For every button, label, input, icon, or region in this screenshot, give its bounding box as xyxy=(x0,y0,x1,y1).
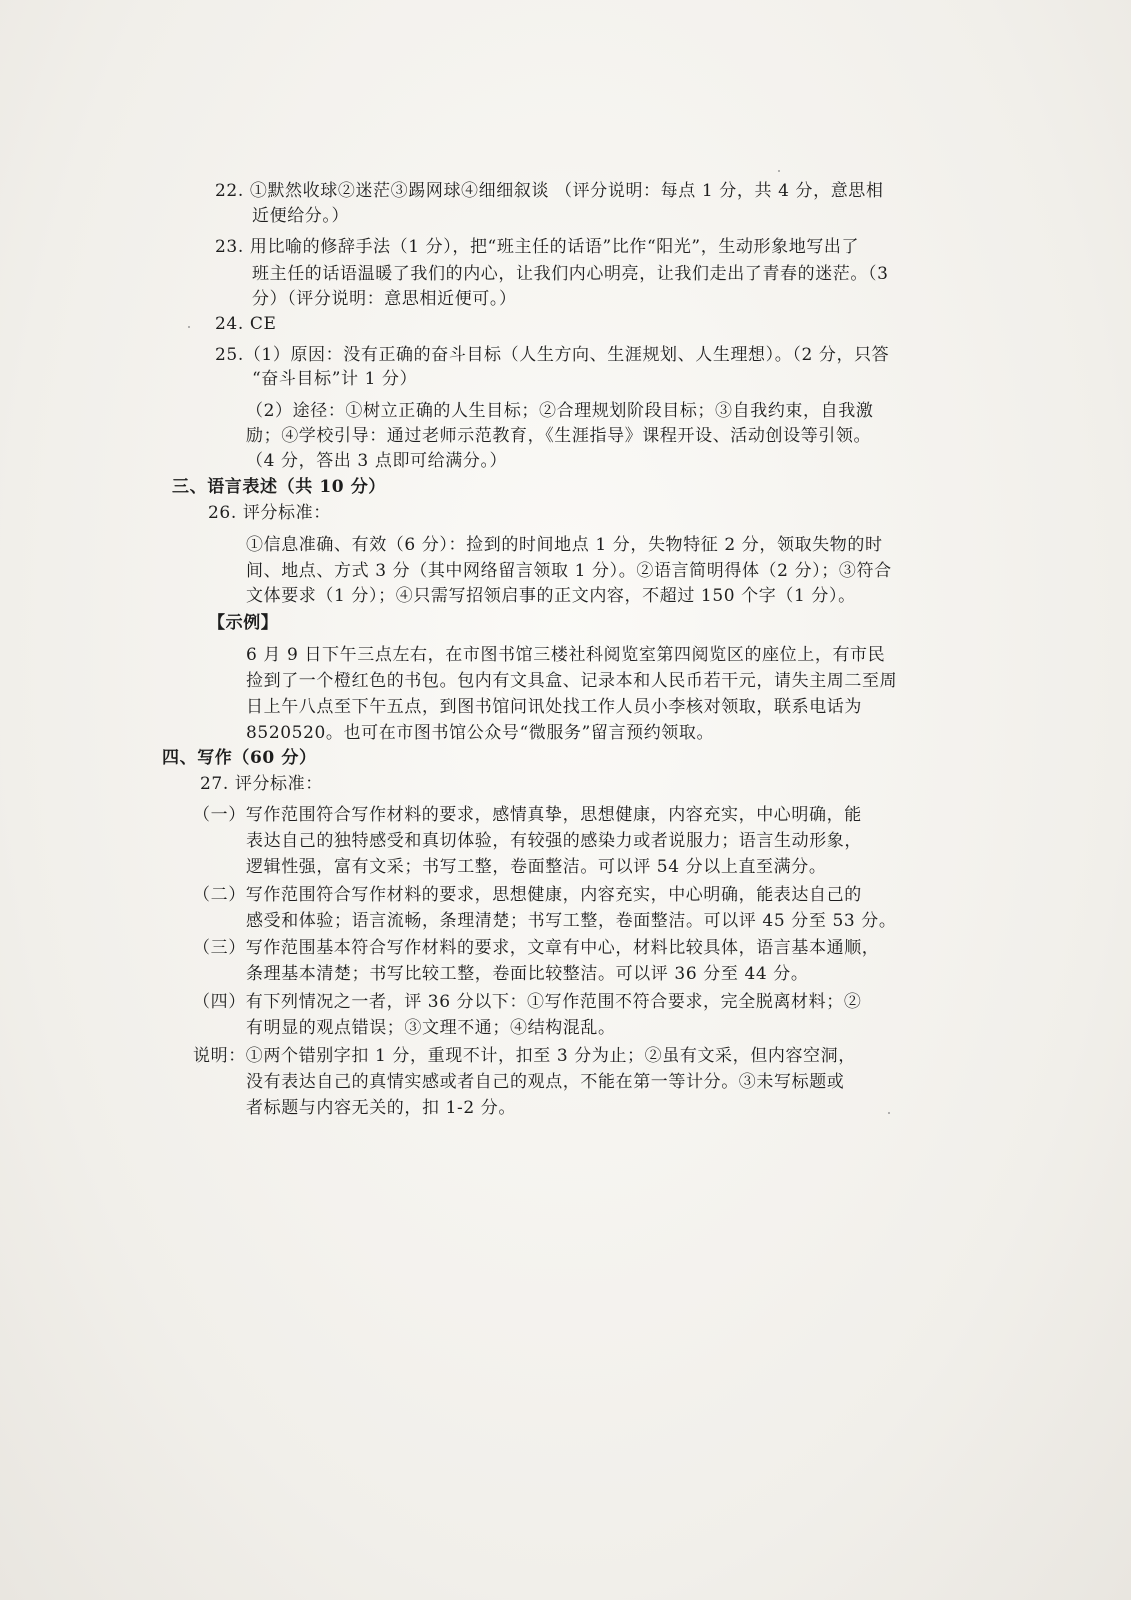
scan-speck xyxy=(888,1112,890,1114)
grade-2: （二）写作范围符合写作材料的要求，思想健康，内容充实，中心明确，能表达自己的 xyxy=(193,885,862,905)
answer-22-cont: 近便给分。） xyxy=(252,206,350,226)
answer-25-2-cont: 励；④学校引导：通过老师示范教育，《生涯指导》课程开设、活动创设等引领。 xyxy=(246,426,872,446)
notes: 说明：①两个错别字扣 1 分，重现不计，扣至 3 分为止；②虽有文采，但内容空洞， xyxy=(193,1046,856,1066)
answer-26: 26. 评分标准： xyxy=(208,503,331,523)
answer-26-criteria: 间、地点、方式 3 分（其中网络留言领取 1 分）。②语言简明得体（2 分）；③符合 xyxy=(246,561,892,581)
answer-25-1-cont: “奋斗目标”计 1 分） xyxy=(252,369,418,389)
grade-1-cont: 表达自己的独特感受和真切体验，有较强的感染力或者说服力；语言生动形象， xyxy=(246,831,862,851)
section-heading-language: 三、语言表述（共 10 分） xyxy=(172,477,386,497)
scan-speck xyxy=(778,170,780,172)
example-text: 8520520。也可在市图书馆公众号“微服务”留言预约领取。 xyxy=(246,723,715,743)
answer-25-2-cont: （4 分，答出 3 点即可给满分。） xyxy=(246,451,508,471)
scan-speck xyxy=(188,326,190,328)
grade-4: （四）有下列情况之一者，评 36 分以下：①写作范围不符合要求，完全脱离材料；② xyxy=(193,992,862,1012)
notes-cont: 没有表达自己的真情实感或者自己的观点，不能在第一等计分。③未写标题或 xyxy=(246,1072,845,1092)
answer-25-1: 25.（1）原因：没有正确的奋斗目标（人生方向、生涯规划、人生理想）。（2 分，只答 xyxy=(215,345,890,365)
section-heading-writing: 四、写作（60 分） xyxy=(162,748,317,768)
grade-1-cont: 逻辑性强，富有文采；书写工整，卷面整洁。可以评 54 分以上直至满分。 xyxy=(246,857,827,877)
answer-27: 27. 评分标准： xyxy=(200,774,323,794)
grade-4-cont: 有明显的观点错误；③文理不通；④结构混乱。 xyxy=(246,1018,616,1038)
notes-cont: 者标题与内容无关的，扣 1-2 分。 xyxy=(246,1098,516,1118)
example-text: 日上午八点至下午五点，到图书馆问讯处找工作人员小李核对领取，联系电话为 xyxy=(246,697,862,717)
answer-26-criteria: ①信息准确、有效（6 分）：捡到的时间地点 1 分，失物特征 2 分，领取失物的时 xyxy=(246,535,883,555)
example-text: 捡到了一个橙红色的书包。包内有文具盒、记录本和人民币若干元，请失主周二至周 xyxy=(246,671,898,691)
grade-3-cont: 条理基本清楚；书写比较工整，卷面比较整洁。可以评 36 分至 44 分。 xyxy=(246,964,809,984)
example-text: 6 月 9 日下午三点左右，在市图书馆三楼社科阅览室第四阅览区的座位上，有市民 xyxy=(246,645,886,665)
grade-1: （一）写作范围符合写作材料的要求，感情真挚，思想健康，内容充实，中心明确，能 xyxy=(193,805,862,825)
example-heading: 【示例】 xyxy=(208,613,279,633)
answer-22: 22. ①默然收球②迷茫③踢网球④细细叙谈 （评分说明：每点 1 分，共 4 分，意思相 xyxy=(215,181,884,201)
grade-2-cont: 感受和体验；语言流畅，条理清楚；书写工整，卷面整洁。可以评 45 分至 53 分。 xyxy=(246,911,897,931)
answer-23-cont: 班主任的话语温暖了我们的内心，让我们内心明亮，让我们走出了青春的迷茫。（3 xyxy=(252,264,889,284)
answer-24: 24. CE xyxy=(215,314,277,334)
answer-26-criteria: 文体要求（1 分）；④只需写招领启事的正文内容，不超过 150 个字（1 分）。 xyxy=(246,586,856,606)
answer-25-2: （2）途径：①树立正确的人生目标；②合理规划阶段目标；③自我约束，自我激 xyxy=(246,401,874,421)
answer-23: 23. 用比喻的修辞手法（1 分），把“班主任的话语”比作“阳光”，生动形象地写出了 xyxy=(215,237,860,257)
answer-23-cont: 分）（评分说明：意思相近便可。） xyxy=(252,289,517,309)
grade-3: （三）写作范围基本符合写作材料的要求，文章有中心，材料比较具体，语言基本通顺， xyxy=(193,938,880,958)
